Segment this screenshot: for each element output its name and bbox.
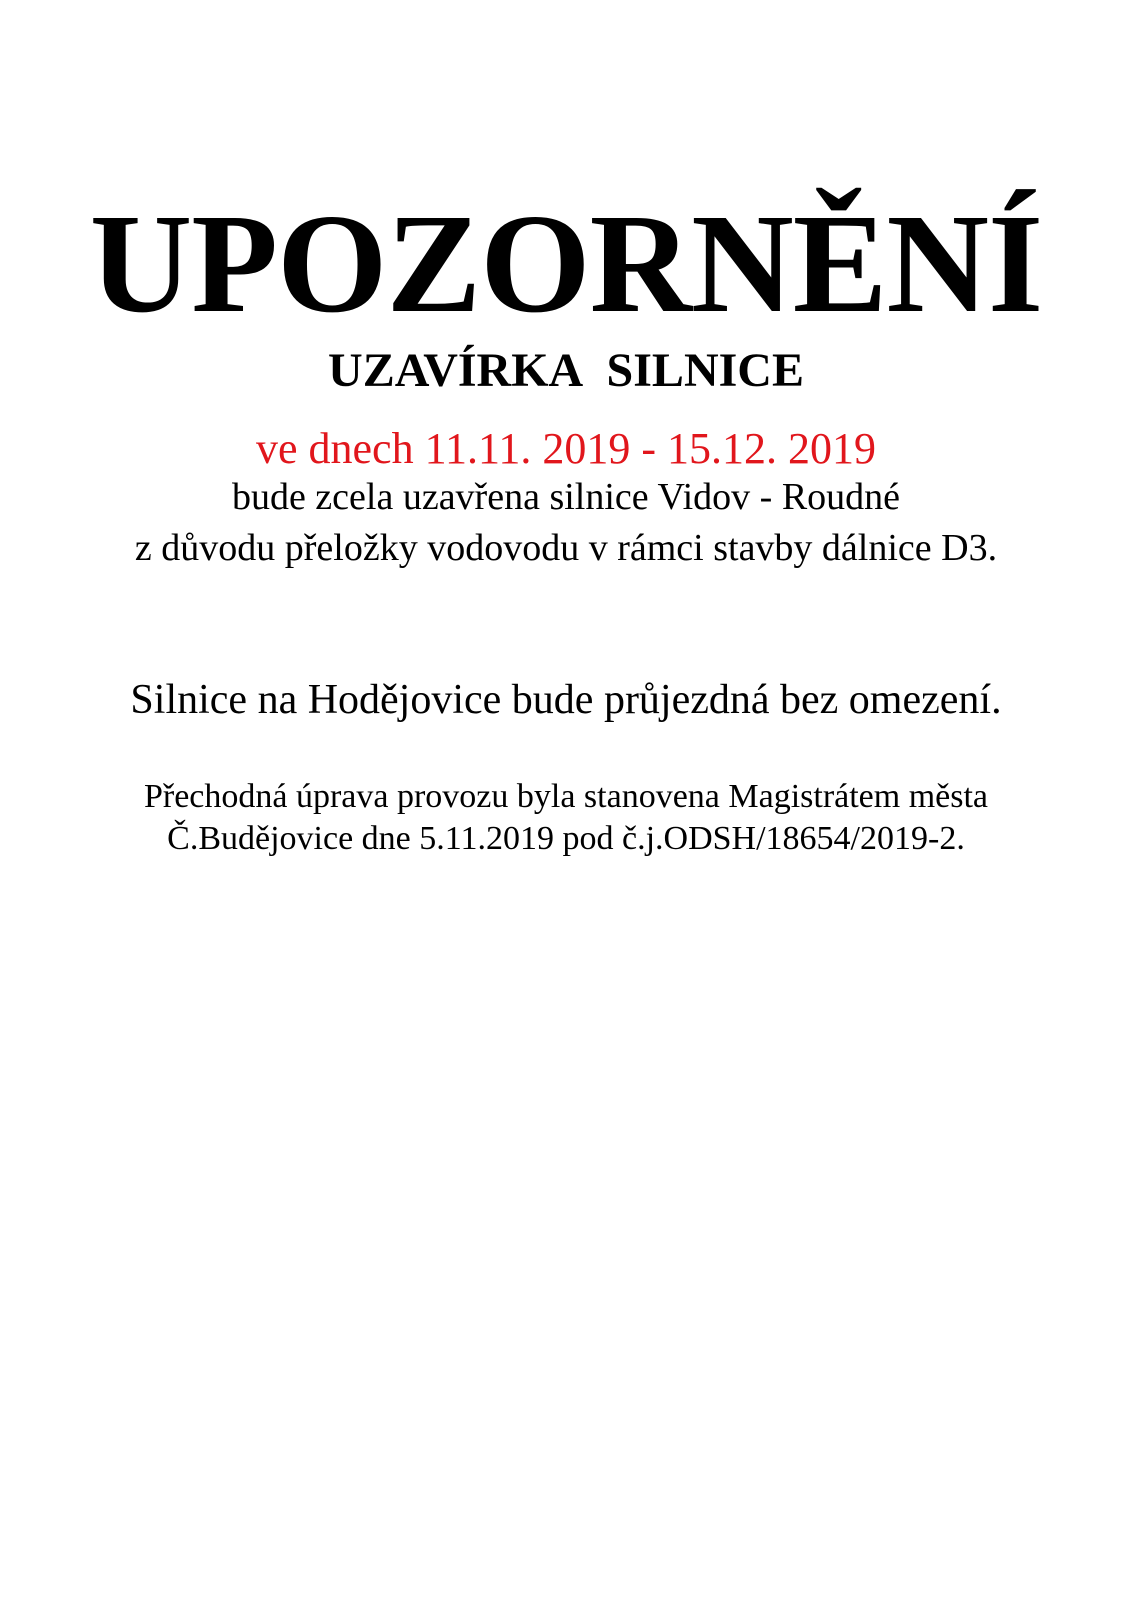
closure-reason: z důvodu přeložky vodovodu v rámci stavby dálnice D3. xyxy=(134,527,998,569)
detour-note: Silnice na Hodějovice bude průjezdná bez omezení. xyxy=(130,677,1002,723)
regulation-note-line-1: Přechodná úprava provozu byla stanovena Magistrátem města xyxy=(143,778,989,815)
closure-description: bude zcela uzavřena silnice Vidov - Roudné xyxy=(231,476,901,518)
notice-subtitle: UZAVÍRKA SILNICE xyxy=(328,344,804,397)
notice-title: UPOZORNĚNÍ xyxy=(89,184,1043,342)
regulation-note-line-2: Č.Budějovice dne 5.11.2019 pod č.j.ODSH/18654/2019-2. xyxy=(167,820,965,857)
closure-dates: ve dnech 11.11. 2019 - 15.12. 2019 xyxy=(256,424,876,473)
